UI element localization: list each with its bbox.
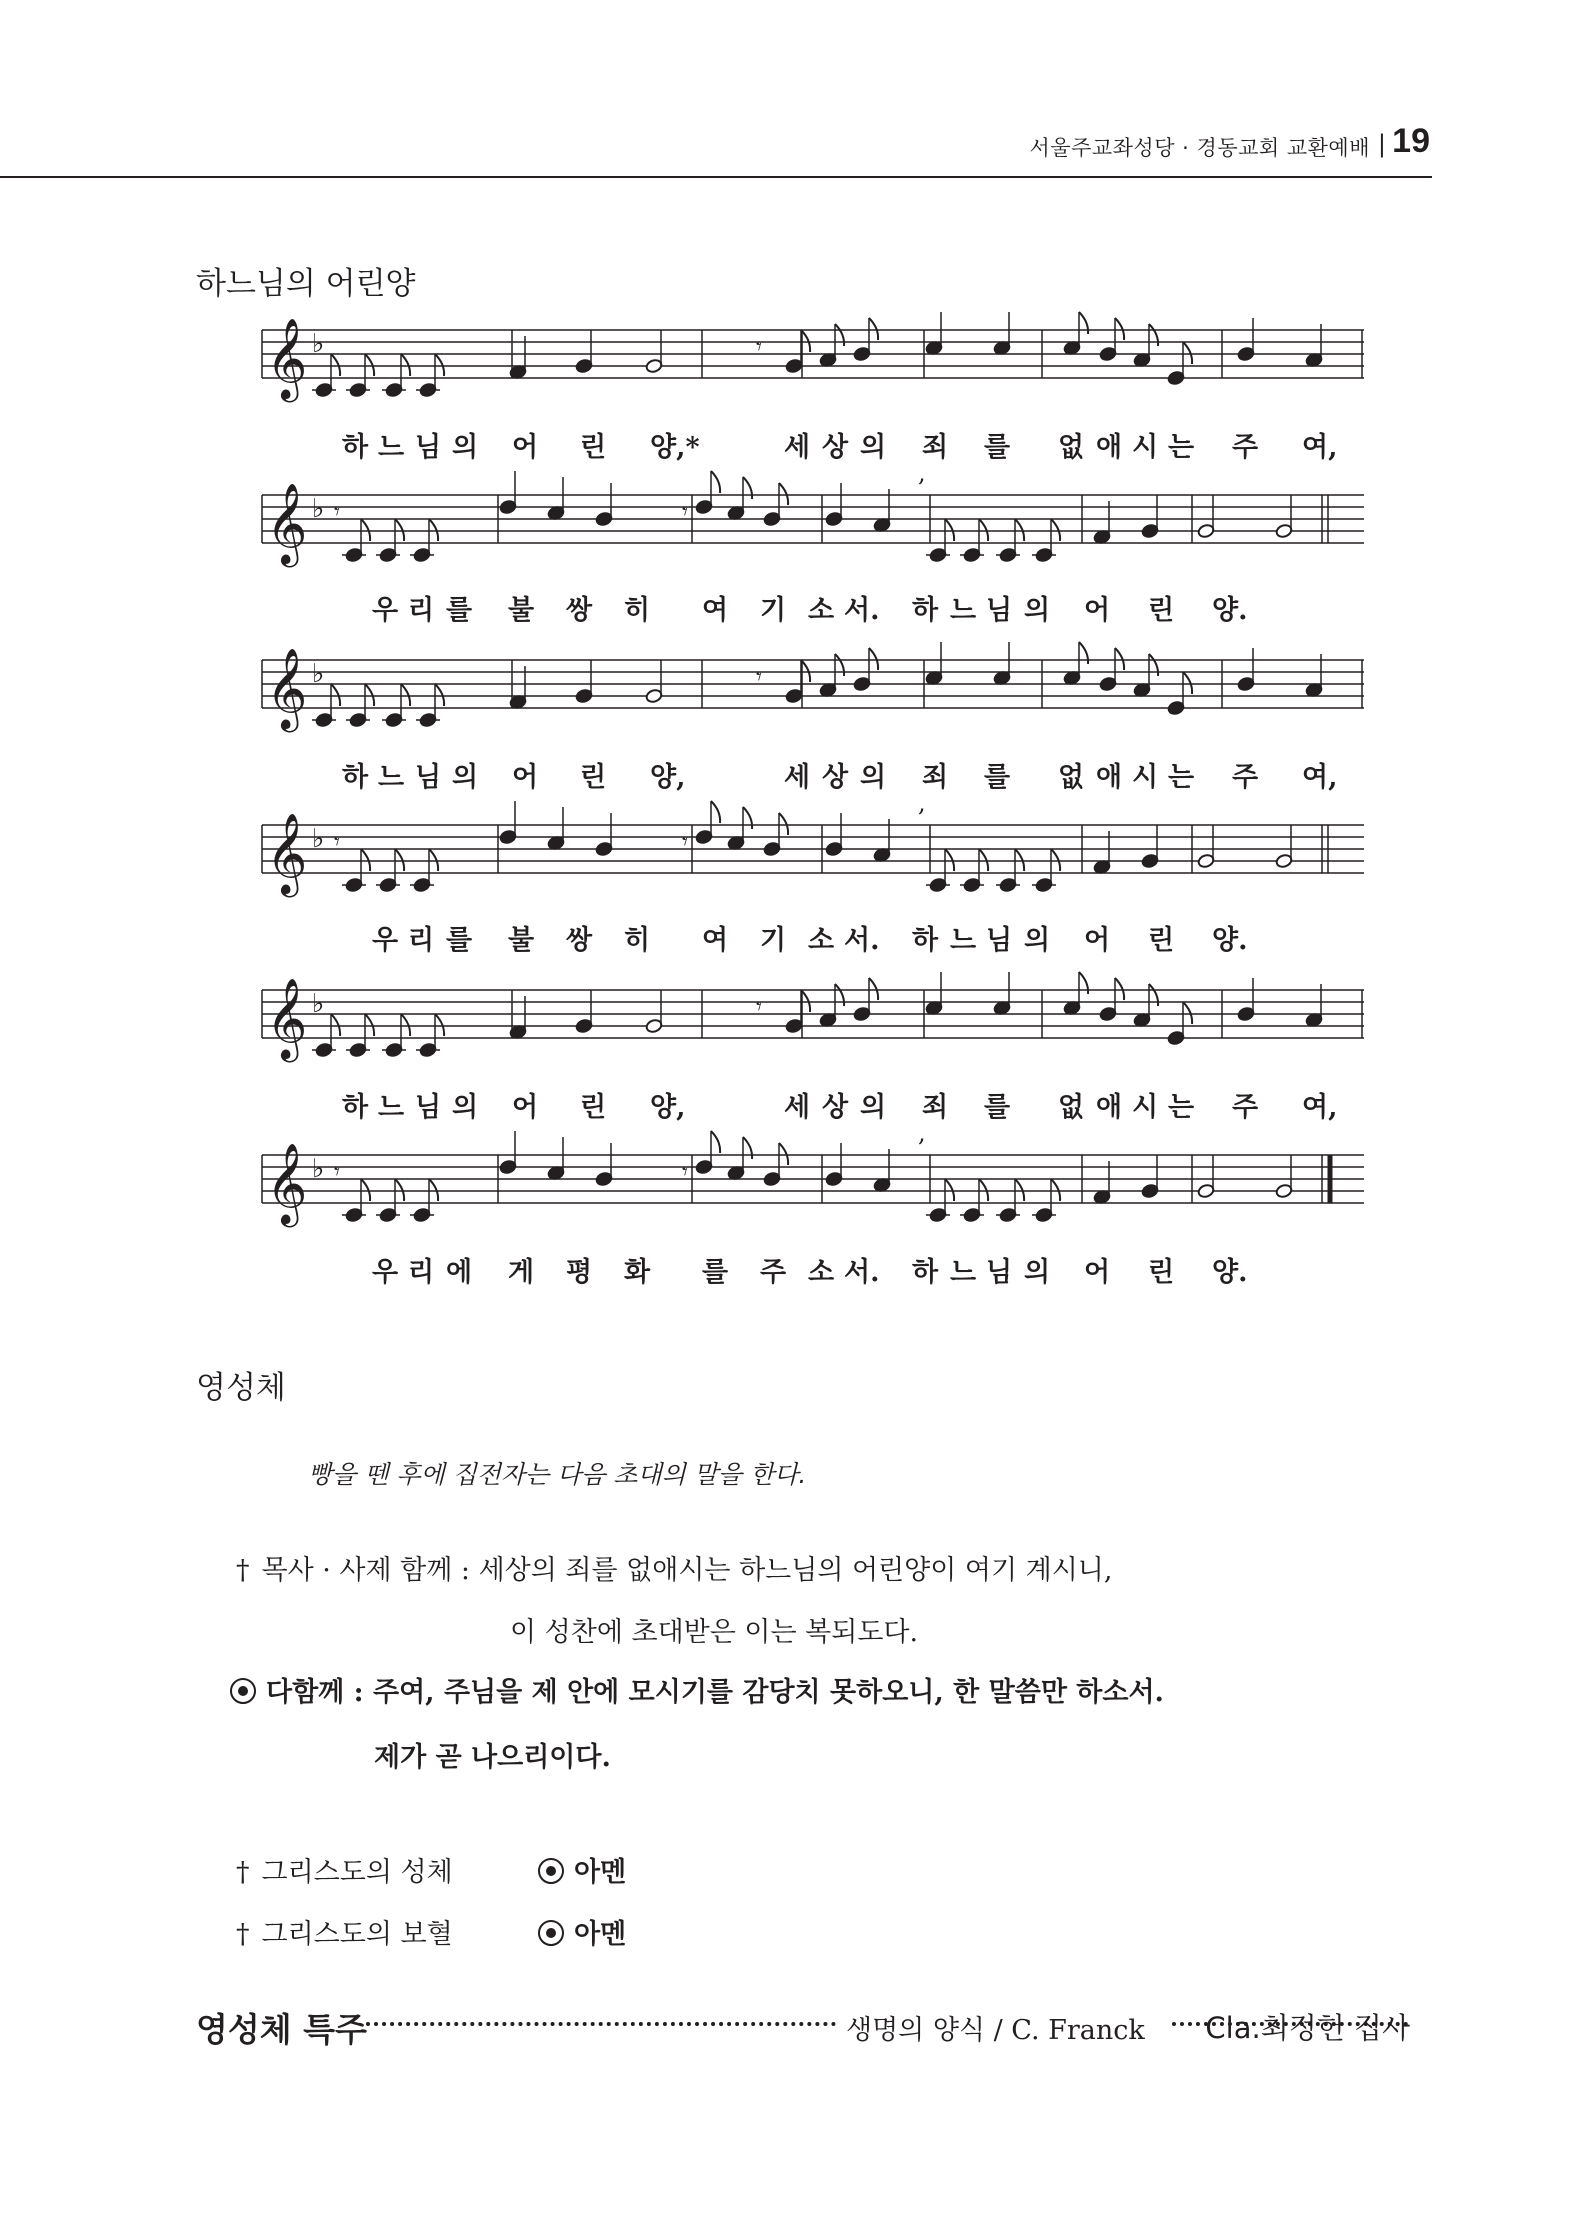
lyric-syllable: 쌍 [566,925,593,956]
lyric-syllable: 린 [1148,925,1175,956]
treble-clef-icon: 𝄞 [266,977,308,1059]
blood-of-christ-text: 그리스도의 보혈 [261,1919,453,1950]
note-flag [435,1014,444,1036]
note-flag [429,1179,438,1201]
lyric-syllable: 의 [860,432,887,463]
note-flag [945,849,954,871]
lyric-syllable: 죄 [922,762,949,793]
note-flag [395,1179,404,1201]
music-staff [262,455,1382,585]
lyric-syllable: 를 [984,1092,1011,1123]
cross-icon: † [236,1555,250,1586]
lyric-syllable: 님 [415,432,442,463]
rest-icon: 𝄾 [756,665,762,690]
rest-icon: 𝄾 [334,500,340,525]
treble-clef-icon: 𝄞 [266,482,308,564]
special-music-performer: Cla.최정헌 집사 [1205,2011,1410,2045]
lyric-syllable: 불 [508,925,535,956]
lyric-syllable: 의 [1024,595,1051,626]
note-flag [361,519,370,541]
note-flag [869,978,878,1000]
lyric-syllable: 우 [372,925,399,956]
amen-text: 아멘 [574,1919,627,1950]
flat-icon: ♭ [312,494,325,524]
note-flag [711,1131,720,1153]
lyric-syllable: 주 [760,1257,787,1288]
lyric-syllable: 세 [784,432,811,463]
lyric-syllable: 양,* [650,432,700,463]
note-flag [711,471,720,493]
lyric-syllable: 서. [844,925,880,956]
rest-icon: 𝄾 [756,335,762,360]
lyric-syllable: 느 [378,762,405,793]
lyric-syllable: 소 [808,1257,835,1288]
flat-icon: ♭ [312,659,325,689]
lyric-syllable: 의 [452,432,479,463]
rest-icon: 𝄾 [334,830,340,855]
lyric-syllable: 양. [1212,595,1248,626]
music-staff [262,785,1382,915]
lyric-syllable: 어 [1084,925,1111,956]
congregation-icon [230,1678,256,1704]
lyric-syllable: 린 [1148,1257,1175,1288]
lyric-syllable: 주 [1232,1092,1259,1123]
lyric-syllable: 어 [512,432,539,463]
lyric-syllable: 히 [624,595,651,626]
lyric-syllable: 소 [808,925,835,956]
dot-leader [366,2022,836,2026]
flat-icon: ♭ [312,824,325,854]
lyric-syllable: 세 [784,1092,811,1123]
note-flag [435,354,444,376]
rest-icon: 𝄾 [682,500,688,525]
lyric-syllable: 주 [1232,762,1259,793]
lyric-syllable: 의 [1024,925,1051,956]
note-flag [1183,672,1192,694]
note-flag [869,318,878,340]
lyric-syllable: 게 [508,1257,535,1288]
lyric-syllable: 린 [580,1092,607,1123]
lyric-syllable: 하 [342,432,369,463]
page-header [0,118,1432,178]
lyric-syllable: 를 [984,762,1011,793]
note-flag [779,483,788,505]
note-flag [429,519,438,541]
lyric-syllable: 여 [702,595,729,626]
lyric-syllable: 평 [566,1257,593,1288]
lyric-syllable: 를 [446,925,473,956]
note-flag [435,684,444,706]
lyric-syllable: 여, [1302,432,1338,463]
music-staff [262,950,1382,1080]
rubric-text: 빵을 뗀 후에 집전자는 다음 초대의 말을 한다. [308,1460,807,1489]
all-response-text: 다함께 : 주여, 주님을 제 안에 모시기를 감당치 못하오니, 한 말씀만 하소서. [266,1677,1164,1708]
lyric-syllable: 님 [986,595,1013,626]
flat-icon: ♭ [312,989,325,1019]
lyric-syllable: 양, [650,762,686,793]
lyric-syllable: 는 [1168,762,1195,793]
lyric-syllable: 의 [452,1092,479,1123]
note-flag [945,1179,954,1201]
lyric-syllable: 의 [860,762,887,793]
lyric-syllable: 쌍 [566,595,593,626]
treble-clef-icon: 𝄞 [266,317,308,399]
amen-text: 아멘 [574,1857,627,1888]
note-flag [1051,1179,1060,1201]
lyric-syllable: 를 [984,432,1011,463]
lyric-syllable: 린 [580,762,607,793]
lyric-syllable: 느 [950,595,977,626]
lyric-syllable: 우 [372,1257,399,1288]
breath-mark-icon: , [918,789,926,817]
priest-invitation-line [236,1548,1112,1587]
music-staff [262,620,1382,750]
lyric-syllable: 리 [408,1257,435,1288]
lyric-syllable: 여, [1302,762,1338,793]
lyric-syllable: 어 [512,1092,539,1123]
lyric-syllable: 어 [512,762,539,793]
note-flag [361,1179,370,1201]
note-flag [401,354,410,376]
lyric-syllable: 소 [808,595,835,626]
lyric-syllable: 화 [624,1257,651,1288]
note-flag [401,1014,410,1036]
note-flag [779,813,788,835]
cross-icon: † [236,1857,250,1888]
lyric-syllable: 하 [342,762,369,793]
lyric-syllable: 양. [1212,925,1248,956]
priest-invitation-text-2: 이 성찬에 초대받은 이는 복되도다. [510,1617,919,1648]
lyric-syllable: 의 [860,1092,887,1123]
note-flag [331,354,340,376]
lyric-syllable: 기 [760,925,787,956]
lyric-syllable: 여 [702,925,729,956]
lyric-syllable: 애 [1096,1092,1123,1123]
music-staff [262,290,1382,420]
note-flag [331,1014,340,1036]
note-flag [1183,342,1192,364]
treble-clef-icon: 𝄞 [266,1142,308,1224]
lyric-syllable: 불 [508,595,535,626]
lyric-syllable: 양. [1212,1257,1248,1288]
header-separator: | [1377,130,1386,158]
note-flag [401,684,410,706]
note-flag [1015,849,1024,871]
lyric-syllable: 죄 [922,432,949,463]
note-flag [331,684,340,706]
congregation-icon [538,1858,564,1884]
note-flag [1115,978,1124,1000]
cross-icon: † [236,1919,250,1950]
note-flag [779,1143,788,1165]
lyric-syllable: 님 [986,1257,1013,1288]
note-flag [1051,849,1060,871]
lyric-syllable: 는 [1168,432,1195,463]
lyric-syllable: 여, [1302,1092,1338,1123]
lyric-syllable: 시 [1132,762,1159,793]
lyric-syllable: 에 [446,1257,473,1288]
priest-invitation-text: 목사 · 사제 함께 : 세상의 죄를 없애시는 하느님의 어린양이 여기 계시니, [261,1555,1113,1586]
lyric-syllable: 의 [452,762,479,793]
amen-response-1 [538,1850,626,1889]
lyric-syllable: 서. [844,1257,880,1288]
lyric-syllable: 는 [1168,1092,1195,1123]
breath-mark-icon: , [918,1119,926,1147]
note-flag [429,849,438,871]
note-flag [1115,648,1124,670]
rest-icon: 𝄾 [682,1160,688,1185]
lyric-syllable: 린 [1148,595,1175,626]
note-flag [979,1179,988,1201]
lyric-syllable: 느 [378,432,405,463]
note-flag [979,519,988,541]
lyric-syllable: 없 [1058,432,1085,463]
lyric-syllable: 리 [408,925,435,956]
lyric-syllable: 우 [372,595,399,626]
flat-icon: ♭ [312,329,325,359]
note-flag [869,648,878,670]
note-flag [395,519,404,541]
lyric-syllable: 죄 [922,1092,949,1123]
lyric-syllable: 상 [822,432,849,463]
lyric-syllable: 없 [1058,1092,1085,1123]
lyric-syllable: 의 [1024,1257,1051,1288]
note-flag [1051,519,1060,541]
note-flag [1115,318,1124,340]
lyric-syllable: 느 [950,1257,977,1288]
priest-invitation-cont [510,1610,918,1649]
treble-clef-icon: 𝄞 [266,812,308,894]
lyric-syllable: 하 [912,1257,939,1288]
lyric-syllable: 주 [1232,432,1259,463]
lyric-syllable: 님 [986,925,1013,956]
header-title: 서울주교좌성당 · 경동교회 교환예배 [1029,136,1370,160]
note-flag [365,354,374,376]
lyric-syllable: 를 [446,595,473,626]
note-flag [979,849,988,871]
rest-icon: 𝄾 [682,830,688,855]
congregation-icon [538,1920,564,1946]
note-flag [1183,1002,1192,1024]
agnus-dei-title: 하느님의 어린양 [196,266,416,302]
lyric-syllable: 없 [1058,762,1085,793]
lyric-syllable: 상 [822,1092,849,1123]
note-flag [945,519,954,541]
lyric-syllable: 시 [1132,1092,1159,1123]
lyric-syllable: 어 [1084,1257,1111,1288]
treble-clef-icon: 𝄞 [266,647,308,729]
lyric-syllable: 애 [1096,432,1123,463]
note-flag [365,1014,374,1036]
lyric-syllable: 서. [844,595,880,626]
note-flag [711,801,720,823]
lyric-syllable: 상 [822,762,849,793]
lyric-syllable: 리 [408,595,435,626]
all-response-text-2: 제가 곧 나으리이다. [374,1742,611,1773]
lyric-syllable: 애 [1096,762,1123,793]
lyric-syllable: 세 [784,762,811,793]
rest-icon: 𝄾 [756,995,762,1020]
special-music-piece: 생명의 양식 / C. Franck [846,2015,1145,2046]
lyric-syllable: 느 [378,1092,405,1123]
note-flag [361,849,370,871]
lyric-syllable: 하 [912,925,939,956]
body-of-christ-text: 그리스도의 성체 [261,1857,453,1888]
lyric-syllable: 님 [415,762,442,793]
lyric-syllable: 님 [415,1092,442,1123]
lyric-syllable: 하 [342,1092,369,1123]
lyric-syllable: 린 [580,432,607,463]
breath-mark-icon: , [918,459,926,487]
all-response-line [230,1670,1164,1709]
lyric-syllable: 시 [1132,432,1159,463]
special-music-title: 영성체 특주 [196,2010,367,2049]
lyric-syllable: 기 [760,595,787,626]
page-number: 19 [1392,122,1430,160]
communion-title: 영성체 [196,1370,286,1406]
lyric-syllable: 를 [702,1257,729,1288]
flat-icon: ♭ [312,1154,325,1184]
note-flag [365,684,374,706]
blood-of-christ-line [236,1912,453,1951]
note-flag [1015,1179,1024,1201]
rest-icon: 𝄾 [334,1160,340,1185]
note-flag [395,849,404,871]
amen-response-2 [538,1912,626,1951]
music-staff [262,1115,1382,1245]
lyrics-line [262,1250,1382,1290]
lyric-syllable: 양, [650,1092,686,1123]
note-flag [1015,519,1024,541]
lyric-syllable: 어 [1084,595,1111,626]
body-of-christ-line [236,1850,453,1889]
special-music-row [196,2004,1410,2048]
all-response-cont [374,1735,611,1774]
lyric-syllable: 하 [912,595,939,626]
lyric-syllable: 느 [950,925,977,956]
lyric-syllable: 히 [624,925,651,956]
